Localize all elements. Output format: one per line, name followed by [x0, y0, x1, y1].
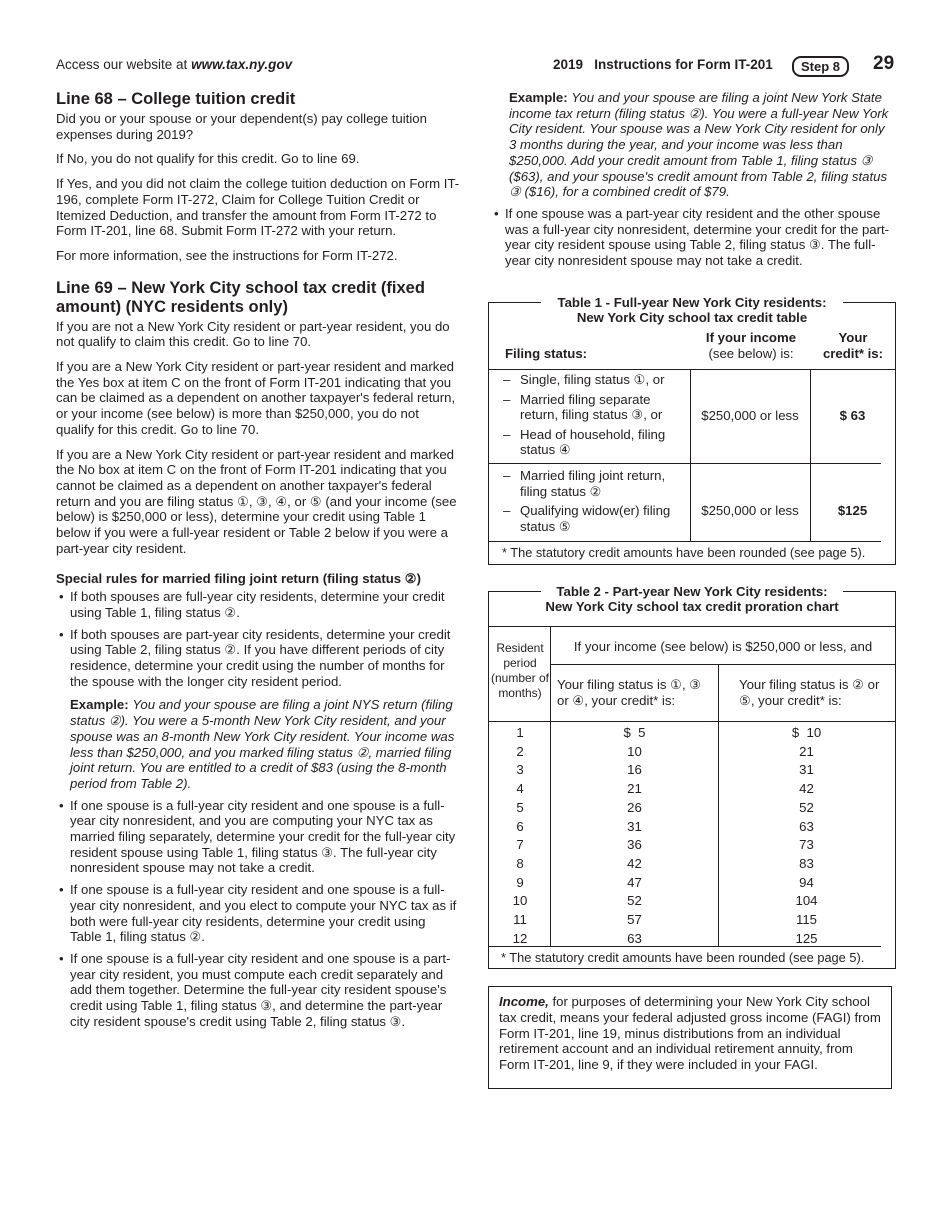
line68-yes: If Yes, and you did not claim the college tuition deduction on Form IT-196, complete Form IT-272, Claim for College Tuition Credit or Itemized Deduction, and transfer the amount from Form IT-272 to Form IT-201, line 68. Submit Form IT-272 with your return.	[56, 176, 460, 239]
line69-para3: If you are a New York City resident or part-year resident and marked the No box at item C on the front of Form IT-201 indicating that you cannot be claimed as a dependent on another taxpayer's federal return and you are filing status ①, ③, ④, or ⑤ (and your income (see below) is $250,000 or less), determine your credit using Table 1 below if you were a full-year resident or Table 2 below if you were a part-year city resident.	[56, 446, 457, 556]
table1-row2-credit: $125	[837, 503, 868, 518]
row-credit-fs2: 115	[795, 912, 818, 927]
table-row	[489, 781, 895, 798]
row-period: 4	[516, 781, 524, 797]
row-period: 2	[516, 743, 524, 759]
line69-para1: If you are not a New York City resident or part-year resident, you do not qualify to claim this credit. Go to line 70.	[56, 318, 450, 350]
list-item: • If one spouse was a part-year city resident and the other spouse was a full-year city nonresident, determine your credit for the part-year city resident spouse using Table 2, filing status ③. The full-year city nonresident spouse may not take a credit.	[491, 206, 895, 269]
table-row	[489, 819, 895, 836]
page-number: 29	[873, 53, 895, 74]
table1-header-credit: Your credit* is:	[822, 330, 884, 361]
table1-note: * The statutory credit amounts have been rounded (see page 5).	[502, 545, 866, 560]
list-item: • If one spouse is a full-year city resident and one spouse is a part-year city resident, you must compute each credit separately and add them together. Determine the full-year city resident spouse's credit using Table 1, filing status ③, and determine the part-year city resident spouse's credit using Table 2, filing status ③.	[56, 951, 460, 1030]
example: Example: You and your spouse are filing a joint NYS return (filing status ②). You were a 5-month New York City resident, and your spouse was an 8-month New York City resident. Your income was less than $250,000, and you marked filing status ②, married filing joint return. You are entitled to a credit of $83 (using the 8-month period from Table 2).	[70, 697, 455, 791]
row-credit-fs2: 104	[795, 893, 818, 909]
table1-header-income: If your income (see below) is:	[705, 330, 797, 361]
row-period: 10	[512, 893, 528, 909]
row-period: 8	[516, 855, 524, 871]
table-row	[489, 912, 895, 929]
table1-title: Table 1 - Full-year New York City residents: New York City school tax credit table	[557, 295, 827, 325]
row-credit-fs2: 52	[799, 799, 814, 815]
special-rules-title: Special rules for married filing joint return (filing status ②)	[56, 571, 422, 587]
table-row	[489, 893, 895, 910]
step-badge: Step 8	[792, 56, 849, 77]
table1	[488, 295, 896, 565]
table-row	[489, 837, 895, 854]
row-credit-fs1: 36	[627, 837, 642, 853]
table-row	[489, 875, 895, 892]
row-credit-fs1: 63	[627, 930, 642, 946]
table1-row1-status: – Single, filing status ①, or – Married filing separate return, filing status ③, or – Head of household, filing status ④	[503, 372, 683, 462]
row-credit-fs2: $ 10	[791, 725, 822, 740]
row-credit-fs2: 73	[799, 837, 814, 853]
table2-header-income: If your income (see below) is $250,000 or less, and	[573, 639, 873, 654]
row-period: 5	[516, 799, 524, 815]
table1-header-filing: Filing status:	[505, 346, 588, 361]
row-period: 9	[516, 874, 524, 890]
line68-question: Did you or your spouse or your dependent(s) pay college tuition expenses during 2019?	[56, 111, 427, 142]
table-row	[489, 744, 895, 761]
list-item: • If both spouses are full-year city residents, determine your credit using Table 1, filing status ②.	[56, 589, 460, 620]
line68-title: Line 68 – College tuition credit	[56, 90, 296, 108]
line69-title: Line 69 – New York City school tax credit (fixed amount) (NYC residents only)	[56, 278, 425, 316]
form-title: 2019 Instructions for Form IT-201	[553, 57, 773, 72]
list-item: • If one spouse is a full-year city resident and one spouse is a full-year city nonresident, and you elect to compute your NYC tax as if both were full-year city residents, determine your credit using Table 1, filing status ②.	[56, 882, 460, 945]
row-period: 6	[516, 818, 524, 834]
row-period: 7	[516, 837, 524, 853]
row-credit-fs2: 94	[799, 874, 814, 890]
row-credit-fs2: 63	[799, 818, 814, 834]
row-credit-fs1: 31	[627, 818, 642, 834]
row-credit-fs2: 31	[799, 762, 814, 778]
table-row	[489, 725, 895, 742]
table-row	[489, 856, 895, 873]
line68-no: If No, you do not qualify for this credit. Go to line 69.	[56, 151, 360, 167]
row-period: 11	[513, 912, 527, 927]
table1-row1-credit: $ 63	[839, 408, 866, 423]
website-notice: Access our website at www.tax.ny.gov	[56, 57, 293, 72]
table2-header-fs2: Your filing status is ② or ⑤, your credit* is:	[739, 677, 880, 708]
row-credit-fs1: $ 5	[623, 725, 646, 740]
special-rules-list	[56, 589, 460, 1029]
row-credit-fs1: 57	[627, 912, 642, 927]
row-period: 1	[516, 725, 524, 740]
example: Example: You and your spouse are filing a joint New York State income tax return (filing status ②). You were a full-year New York City resident. Your spouse was a New York City resident for only 3 months during the year, and your income was less than $250,000. Add your credit amount from Table 1, filing status ③ ($63), and your spouse's credit amount from Table 2, filing status ③ ($16), for a combined credit of $79.	[509, 90, 889, 200]
table1-row2-status: – Married filing joint return, filing status ② – Qualifying widow(er) filing status ⑤	[503, 468, 683, 538]
list-item: • If both spouses are part-year city residents, determine your credit using Table 2, filing status ②. If you have different periods of city residence, determine your credit using the number of months for the spouse with the longer city resident period. Example: You and your spouse are filing a joint NYS return (filing status ②). You were a 5-month New York City resident, and your spouse was an 8-month New York City resident. Your income was less than $250,000, and you marked filing status ②, married filing joint return. You are entitled to a credit of $83 (using the 8-month period from Table 2).	[56, 627, 460, 792]
line68-more: For more information, see the instructions for Form IT-272.	[56, 247, 398, 263]
table1-row1-income: $250,000 or less	[701, 408, 799, 423]
line69-para2: If you are a New York City resident or part-year resident and marked the Yes box at item C on the front of Form IT-201 indicating that you can be claimed as a dependent on another taxpayer's federal return, or your income (see below) is more than $250,000, you do not qualify for this credit. Go to line 70.	[56, 359, 456, 437]
table1-row2-income: $250,000 or less	[701, 503, 799, 518]
table2-title: Table 2 - Part-year New York City residents: New York City school tax credit proration chart	[545, 584, 839, 614]
row-credit-fs1: 47	[627, 874, 642, 890]
list-item: • If one spouse is a full-year city resident and one spouse is a full-year city nonresident, and you are computing your NYC tax as married filing separately, determine your credit for the full-year city resident spouse using Table 1, filing status ③. The full-year city nonresident spouse may not take a credit.	[56, 798, 460, 877]
row-period: 12	[512, 930, 528, 946]
row-credit-fs1: 26	[627, 799, 642, 815]
table-row	[489, 800, 895, 817]
row-credit-fs1: 42	[627, 855, 642, 871]
right-column	[491, 90, 895, 275]
website-link[interactable]: www.tax.ny.gov	[191, 57, 293, 72]
table2-header-fs1: Your filing status is ①, ③ or ④, your credit* is:	[557, 677, 702, 708]
income-definition-box: Income, for purposes of determining your New York City school tax credit, means your federal adjusted gross income (FAGI) from Form IT-201, line 19, minus distributions from an individual retirement account and an individual retirement annuity, from Form IT-201, line 9, if they were included in your FAGI.	[488, 986, 892, 1089]
row-credit-fs2: 83	[799, 855, 814, 871]
table-row	[489, 762, 895, 779]
row-credit-fs1: 52	[627, 893, 642, 909]
table2	[488, 584, 896, 969]
row-credit-fs2: 125	[795, 930, 818, 946]
row-credit-fs1: 21	[627, 781, 642, 797]
table2-header-period: Resident period (number of months)	[490, 641, 550, 700]
row-credit-fs1: 16	[627, 762, 642, 778]
row-period: 3	[516, 762, 524, 778]
row-credit-fs1: 10	[627, 743, 642, 759]
table2-note: * The statutory credit amounts have been rounded (see page 5).	[501, 950, 865, 965]
table-row	[489, 931, 895, 948]
row-credit-fs2: 21	[799, 743, 814, 759]
row-credit-fs2: 42	[799, 781, 814, 797]
left-column	[56, 90, 460, 1035]
